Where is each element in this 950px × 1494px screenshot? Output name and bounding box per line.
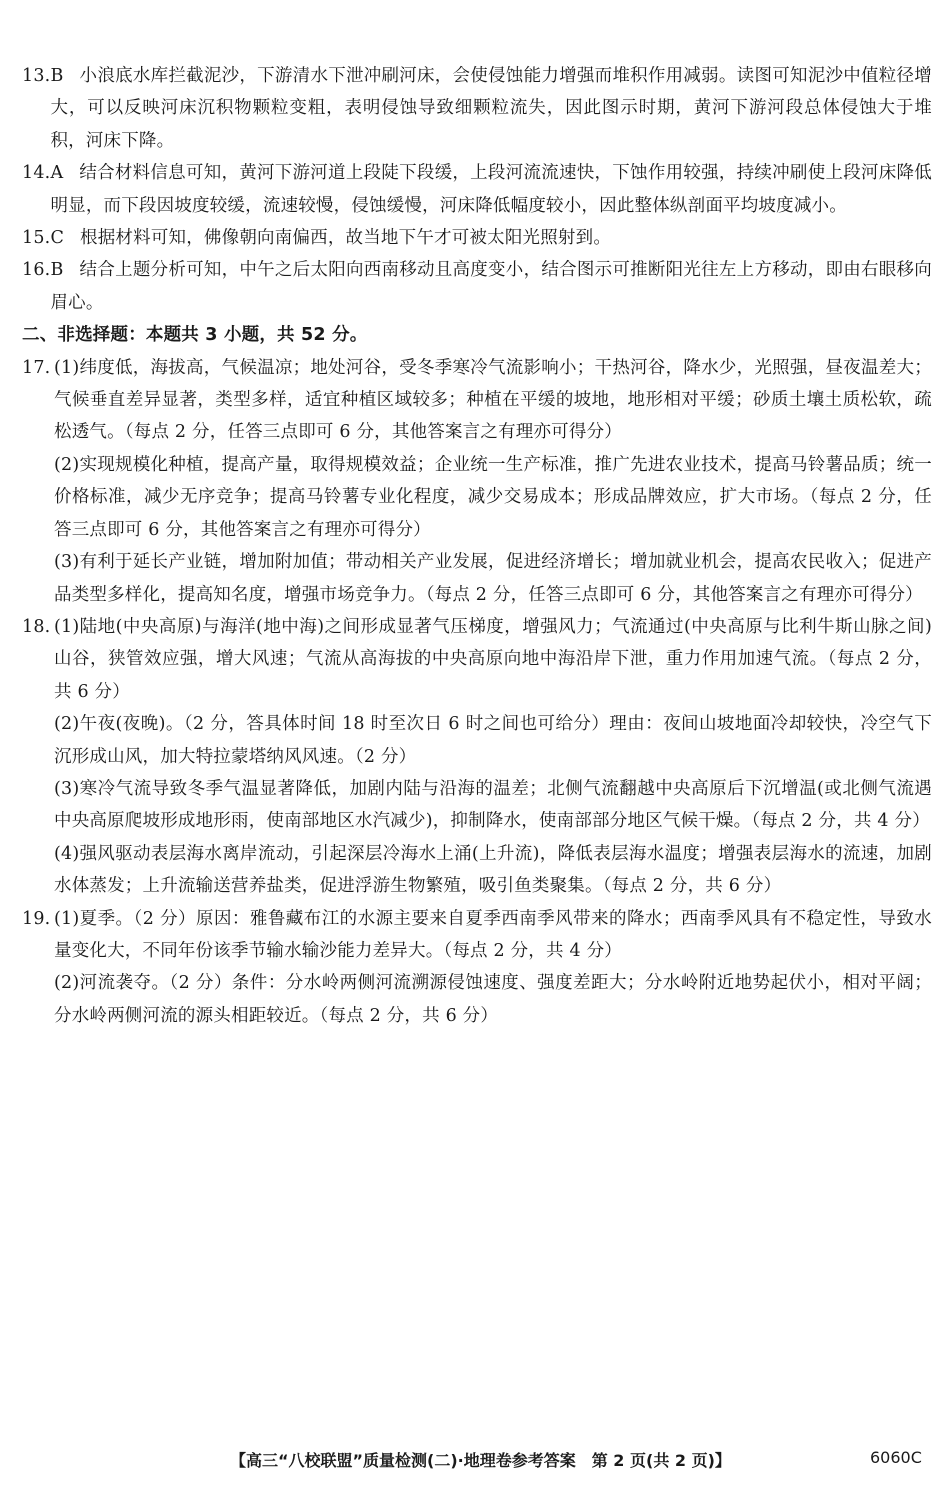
question-17 — [22, 352, 932, 611]
answer-explanation — [50, 222, 932, 254]
question-parts — [54, 611, 932, 903]
answer-choice: C — [50, 228, 65, 249]
question-18 — [22, 611, 932, 903]
question-part: (1)陆地(中央高原)与海洋(地中海)之间形成显著气压梯度，增强风力；气流通过(中央高原与比利牛斯山脉之间)山谷，狭管效应强，增大风速；气流从高海拔的中央高原向地中海沿岸下泄，重力作用加速气流。（每点 2 分，共 6 分） — [54, 616, 932, 702]
question-number: 17. — [22, 357, 51, 378]
question-number: 15. — [22, 228, 51, 249]
question-part: (1)纬度低，海拔高，气候温凉；地处河谷，受冬季寒冷气流影响小；干热河谷，降水少，光照强，昼夜温差大；气候垂直差异显著，类型多样，适宜种植区域较多；种植在平缓的坡地，地形相对平缓；砂质土壤土质松软，疏松透气。（每点 2 分，任答三点即可 6 分，其他答案言之有理亦可得分） — [54, 357, 932, 443]
answer-key-content — [22, 60, 932, 1032]
answer-choice: B — [50, 260, 64, 281]
explanation-text: 结合上题分析可知，中午之后太阳向西南移动且高度变小，结合图示可推断阳光往左上方移动，即由右眼移向眉心。 — [50, 260, 932, 313]
page-footer — [0, 1446, 950, 1476]
footer-title: 【高三“八校联盟”质量检测(二)·地理卷参考答案 第 2 页(共 2 页)】 — [230, 1451, 731, 1470]
question-parts — [54, 903, 932, 1033]
answer-explanation — [50, 60, 932, 157]
question-19 — [22, 903, 932, 1033]
question-part: (2)午夜(夜晚)。（2 分，答具体时间 18 时至次日 6 时之间也可给分）理由：夜间山坡地面冷却较快，冷空气下沉形成山风，加大特拉蒙塔纳风风速。（2 分） — [54, 714, 932, 767]
mc-answer-15 — [22, 222, 932, 254]
question-part: (3)有利于延长产业链，增加附加值；带动相关产业发展，促进经济增长；增加就业机会，提高农民收入；促进产品类型多样化，提高知名度，增强市场竞争力。（每点 2 分，任答三点即可 6 分，其他答案言之有理亦可得分） — [54, 552, 932, 605]
answer-explanation — [50, 254, 932, 319]
question-number: 14. — [22, 163, 51, 184]
mc-answer-16 — [22, 254, 932, 319]
question-parts — [54, 352, 932, 611]
question-number: 19. — [22, 908, 51, 929]
question-part: (2)河流袭夺。（2 分）条件：分水岭两侧河流溯源侵蚀速度、强度差距大；分水岭附近地势起伏小，相对平阔；分水岭两侧河流的源头相距较近。（每点 2 分，共 6 分） — [54, 973, 932, 1026]
question-part: (4)强风驱动表层海水离岸流动，引起深层冷海水上涌(上升流)，降低表层海水温度；增强表层海水的流速，加剧水体蒸发；上升流输送营养盐类，促进浮游生物繁殖，吸引鱼类聚集。（每点 2 分，共 6 分） — [54, 843, 932, 897]
section-title: 二、非选择题：本题共 3 小题，共 52 分。 — [22, 325, 368, 346]
mc-answer-13 — [22, 60, 932, 157]
answer-choice: A — [50, 163, 64, 184]
question-number: 13. — [22, 66, 51, 86]
explanation-text: 小浪底水库拦截泥沙，下游清水下泄冲刷河床，会使侵蚀能力增强而堆积作用减弱。读图可知泥沙中值粒径增大，可以反映河床沉积物颗粒变粗，表明侵蚀导致细颗粒流失，因此图示时期，黄河下游河段总体侵蚀大于堆积，河床下降。 — [50, 66, 932, 151]
question-number: 16. — [22, 260, 51, 281]
question-part: (3)寒冷气流导致冬季气温显著降低，加剧内陆与沿海的温差；北侧气流翻越中央高原后下沉增温(或北侧气流遇中央高原爬坡形成地形雨，使南部地区水汽减少)，抑制降水，使南部部分地区气候干燥。（每点 2 分，共 4 分） — [54, 778, 932, 832]
mc-answer-14 — [22, 157, 932, 222]
question-part: (2)实现规模化种植，提高产量，取得规模效益；企业统一生产标准，推广先进农业技术，提高马铃薯品质；统一价格标准，减少无序竞争；提高马铃薯专业化程度，减少交易成本；形成品牌效应，扩大市场。（每点 2 分，任答三点即可 6 分，其他答案言之有理亦可得分） — [54, 454, 932, 540]
footer-code: 6060C — [870, 1448, 922, 1467]
explanation-text: 结合材料信息可知，黄河下游河道上段陡下段缓，上段河流流速快，下蚀作用较强，持续冲刷使上段河床降低明显，而下段因坡度较缓，流速较慢，侵蚀缓慢，河床降低幅度较小，因此整体纵剖面平均坡度减小。 — [50, 163, 932, 216]
explanation-text: 根据材料可知，佛像朝向南偏西，故当地下午才可被太阳光照射到。 — [80, 228, 612, 249]
question-part: (1)夏季。（2 分）原因：雅鲁藏布江的水源主要来自夏季西南季风带来的降水；西南季风具有不稳定性，导致水量变化大，不同年份该季节输水输沙能力差异大。（每点 2 分，共 4 分） — [54, 908, 932, 961]
answer-choice: B — [50, 66, 64, 86]
answer-explanation — [50, 157, 932, 222]
question-number: 18. — [22, 616, 51, 637]
